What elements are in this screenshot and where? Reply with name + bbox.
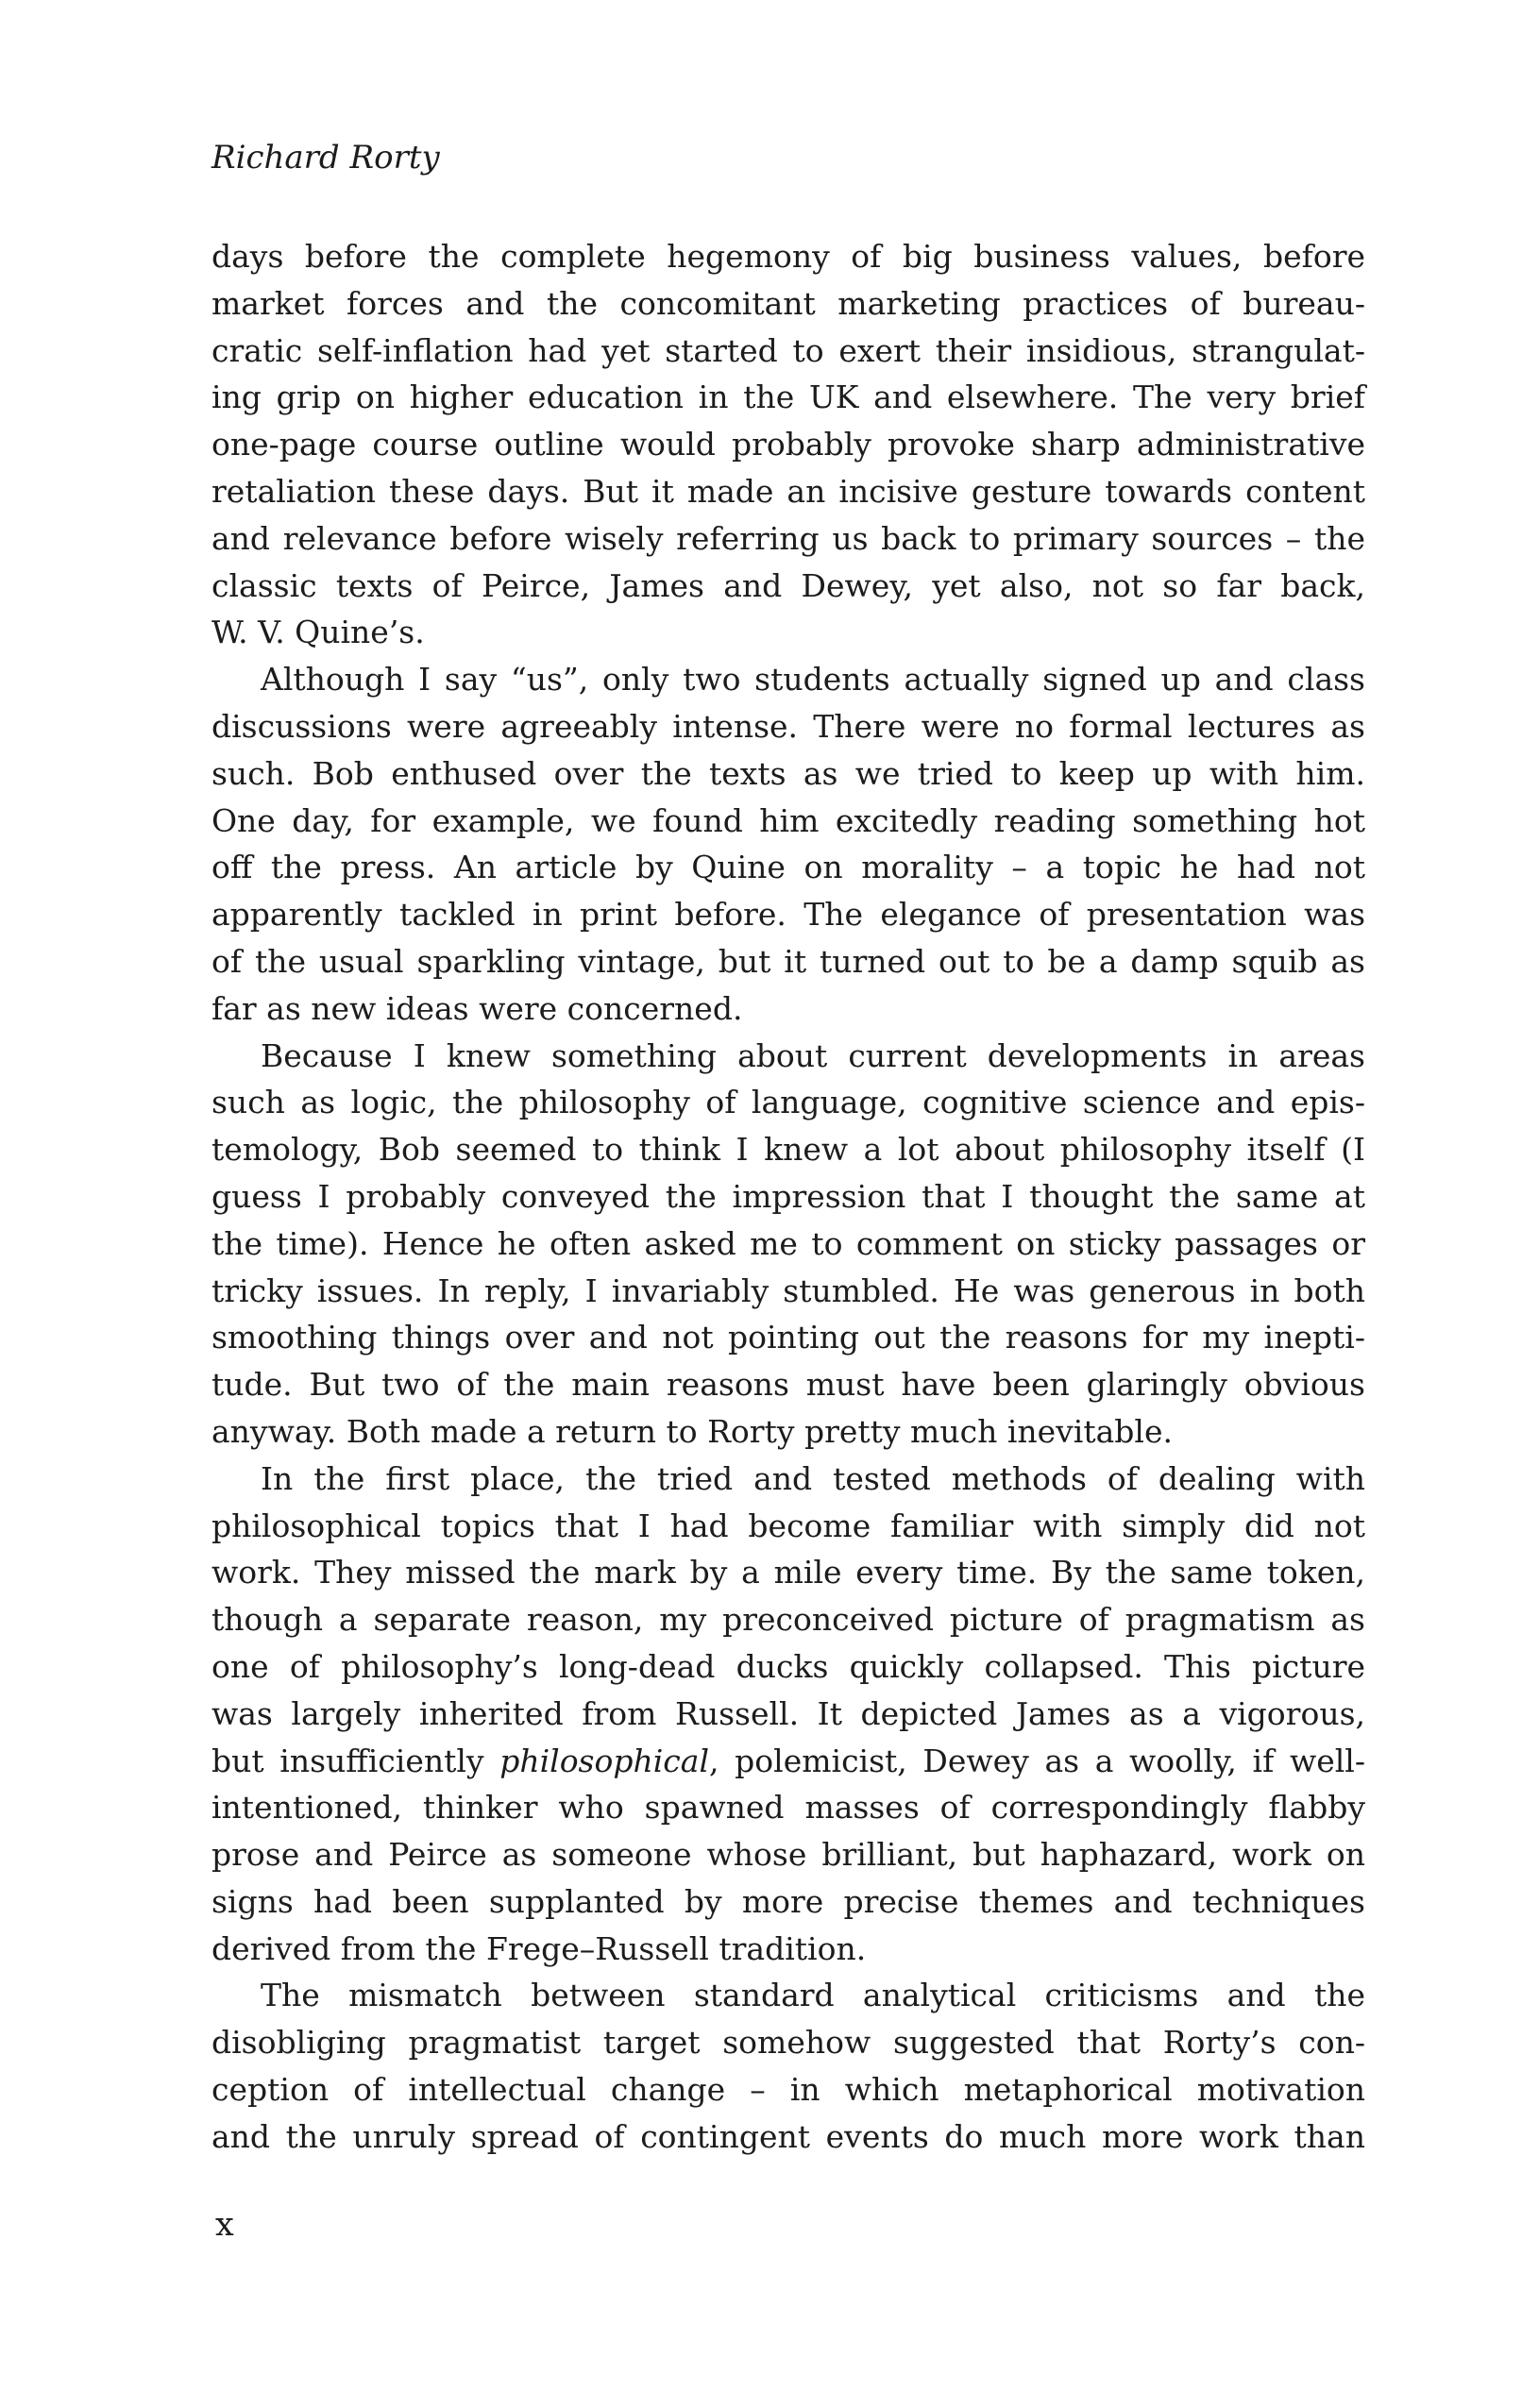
text-line: guess I probably conveyed the impression that I thought the same at	[211, 1177, 1365, 1215]
text-line: derived from the Frege–Russell tradition.	[211, 1929, 867, 1967]
text-line: far as new ideas were concerned.	[211, 989, 743, 1027]
text-line: signs had been supplanted by more precise themes and techniques	[211, 1882, 1365, 1920]
text-line: market forces and the concomitant marketing practices of bureau-	[211, 284, 1365, 322]
text-line: discussions were agreeably intense. There were no formal lectures as	[211, 707, 1365, 745]
text-line: such as logic, the philosophy of language, cognitive science and epis-	[211, 1084, 1365, 1121]
text-line: anyway. Both made a return to Rorty pretty much inevitable.	[211, 1412, 1173, 1450]
paragraph-4	[211, 1456, 1365, 1973]
text-line: one-page course outline would probably provoke sharp administrative	[211, 426, 1365, 463]
text-line: intentioned, thinker who spawned masses of correspondingly flabby	[211, 1789, 1365, 1827]
text-line: classic texts of Peirce, James and Dewey, yet also, not so far back,	[211, 566, 1365, 604]
text-line: tricky issues. In reply, I invariably stumbled. He was generous in both	[211, 1271, 1365, 1309]
text-line: though a separate reason, my preconceived picture of pragmatism as	[211, 1601, 1365, 1639]
text-line: ception of intellectual change – in which metaphorical motivation	[211, 2071, 1365, 2109]
text-line: and the unruly spread of contingent events do much more work than	[211, 2117, 1365, 2155]
text-line: days before the complete hegemony of big business values, before	[211, 238, 1365, 275]
text-line: temology, Bob seemed to think I knew a lot about philosophy itself (I	[211, 1131, 1365, 1169]
text-line: Although I say “us”, only two students actually signed up and class	[261, 661, 1365, 699]
text-line: work. They missed the mark by a mile every time. By the same token,	[211, 1554, 1365, 1591]
paragraph-5	[211, 1972, 1365, 2160]
text-segment: but insufficiently	[211, 1742, 500, 1779]
text-line: Because I knew something about current developments in areas	[261, 1036, 1365, 1074]
text-line: One day, for example, we found him excitedly reading something hot	[211, 801, 1365, 839]
text-line: W. V. Quine’s.	[211, 614, 425, 651]
text-line	[211, 1738, 1365, 1785]
paragraph-3	[211, 1033, 1365, 1456]
text-line: and relevance before wisely referring us back to primary sources – the	[211, 519, 1365, 557]
paragraph-2	[211, 656, 1365, 1032]
text-line: prose and Peirce as someone whose brilliant, but haphazard, work on	[211, 1836, 1365, 1874]
text-line: apparently tackled in print before. The elegance of presentation was	[211, 896, 1365, 934]
text-line: retaliation these days. But it made an incisive gesture towards content	[211, 472, 1365, 510]
text-line: was largely inherited from Russell. It depicted James as a vigorous,	[211, 1694, 1365, 1732]
text-segment: , polemicist, Dewey as a woolly, if well-	[709, 1742, 1365, 1779]
paragraph-1	[211, 233, 1365, 656]
running-head: Richard Rorty	[211, 139, 440, 177]
body-text	[211, 233, 1365, 2161]
text-line: the time). Hence he often asked me to comment on sticky passages or	[211, 1224, 1365, 1262]
text-line: off the press. An article by Quine on morality – a topic he had not	[211, 849, 1365, 886]
text-line: ing grip on higher education in the UK and elsewhere. The very brief	[211, 379, 1365, 416]
text-line: In the first place, the tried and tested methods of dealing with	[261, 1459, 1365, 1497]
text-line: disobliging pragmatist target somehow suggested that Rorty’s con-	[211, 2024, 1365, 2062]
text-line: The mismatch between standard analytical criticisms and the	[261, 1977, 1365, 2014]
text-line: such. Bob enthused over the texts as we tried to keep up with him.	[211, 754, 1365, 792]
text-line: tude. But two of the main reasons must have been glaringly obvious	[211, 1366, 1365, 1404]
italic-emphasis: philosophical	[499, 1742, 710, 1779]
page-number: x	[215, 2206, 234, 2244]
text-line: philosophical topics that I had become familiar with simply did not	[211, 1507, 1365, 1544]
text-line: smoothing things over and not pointing out the reasons for my inepti-	[211, 1319, 1365, 1356]
text-line: one of philosophy’s long-dead ducks quickly collapsed. This picture	[211, 1647, 1365, 1685]
text-line: of the usual sparkling vintage, but it turned out to be a damp squib as	[211, 942, 1365, 980]
text-line: cratic self-inflation had yet started to exert their insidious, strangulat-	[211, 331, 1365, 369]
